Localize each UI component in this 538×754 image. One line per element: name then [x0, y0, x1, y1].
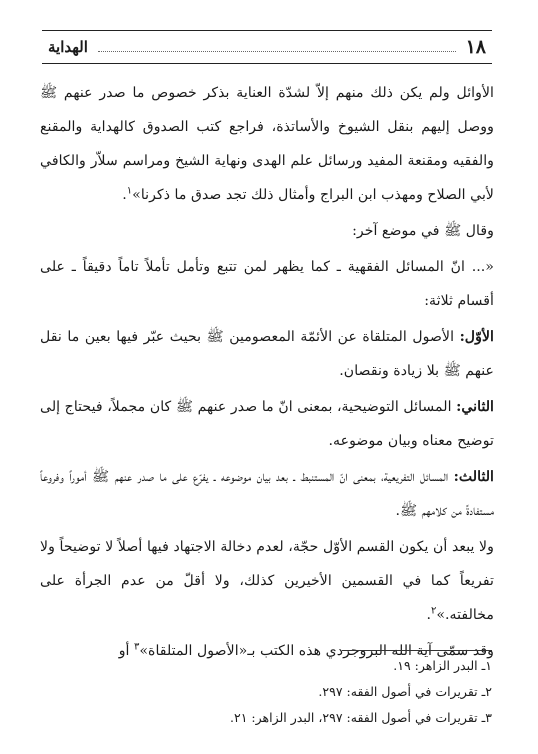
paragraph-7: ولا يبعد أن يكون القسم الأوّل حجّة، لعدم دخالة الاجتهاد فيها أصلاً لا توضيحاً ولا تفريعاً كما في القسمين الأخيرين كذلك، ولا أقلّ من عدم الجرأة على مخالفته.»$^٢$. [40, 539, 494, 623]
paragraph-third-category: الثالث: المسائل التفريعية، بمعنى انّ المستنبط ـ بعد بيان موضوعه ـ يفرّع على ما صدر عنهم ﷺ أموراً وفروعاً مستفادةً من كلامهم ﷺ. [40, 469, 494, 519]
paragraph-3: «... انّ المسائل الفقهية ـ كما يظهر لمن تتبع وتأمل تأملاً تاماً دقيقاً ـ على أقسام ثلاثة: [40, 259, 494, 309]
footnote-3: ٣ـ تقريرات في أصول الفقه: ٢٩٧، البدر الزاهر: ٢١. [230, 710, 492, 725]
footnotes [44, 650, 492, 731]
footnote-ref-2[interactable]: ٢ [430, 605, 437, 617]
page-header [42, 30, 492, 64]
footnote-2: ٢ـ تقريرات في أصول الفقه: ٢٩٧. [318, 684, 492, 699]
footnote-ref-3[interactable]: ٣ [134, 641, 140, 653]
paragraph-second-category: الثاني: المسائل التوضيحية، بمعنى انّ ما صدر عنهم ﷺ كان مجملاً، فيحتاج إلى توضيح معناه وبيان موضوعه. [40, 399, 494, 449]
running-title: الهداية [48, 38, 88, 56]
paragraph-1: الأوائل ولم يكن ذلك منهم إلاّ لشدّة العناية بذكر خصوص ما صدر عنهم ﷺ ووصل إليهم بنقل الشيوخ والأساتذة، فراجع كتب الصدوق كالهداية والمقنع والفقيه ومقنعة المفيد ورسائل علم الهدى ونهاية الشيخ ومراسم سلاّر والكافي لأبي الصلاح ومهذب ابن البراج وأمثال ذلك تجد صدق ما ذكرنا»$^١$. [40, 85, 494, 203]
paragraph-first-category: الأوّل: الأصول المتلقاة عن الأئمّة المعصومين ﷺ بحيث عبّر فيها بعين ما نقل عنهم ﷺ بلا زيادة ونقصان. [40, 329, 494, 379]
footnote-1: ١ـ البدر الزاهر: ١٩. [393, 658, 492, 673]
paragraph-2: وقال ﷺ في موضع آخر: [352, 223, 494, 239]
second-category-lead: الثاني: [456, 399, 494, 415]
footnote-separator [342, 650, 492, 651]
paragraph-8: وقد سمّى آية الله البروجردي هذه الكتب بـ«الأصول المتلقاة»$^٣$ أو [118, 641, 494, 659]
first-category-lead: الأوّل: [459, 329, 494, 345]
page-body [40, 76, 494, 668]
footnote-ref-1[interactable]: ١ [126, 185, 133, 197]
header-dotted-leader [98, 51, 456, 52]
third-category-lead: الثالث: [453, 469, 494, 485]
page-number: ١٨ [465, 36, 486, 58]
